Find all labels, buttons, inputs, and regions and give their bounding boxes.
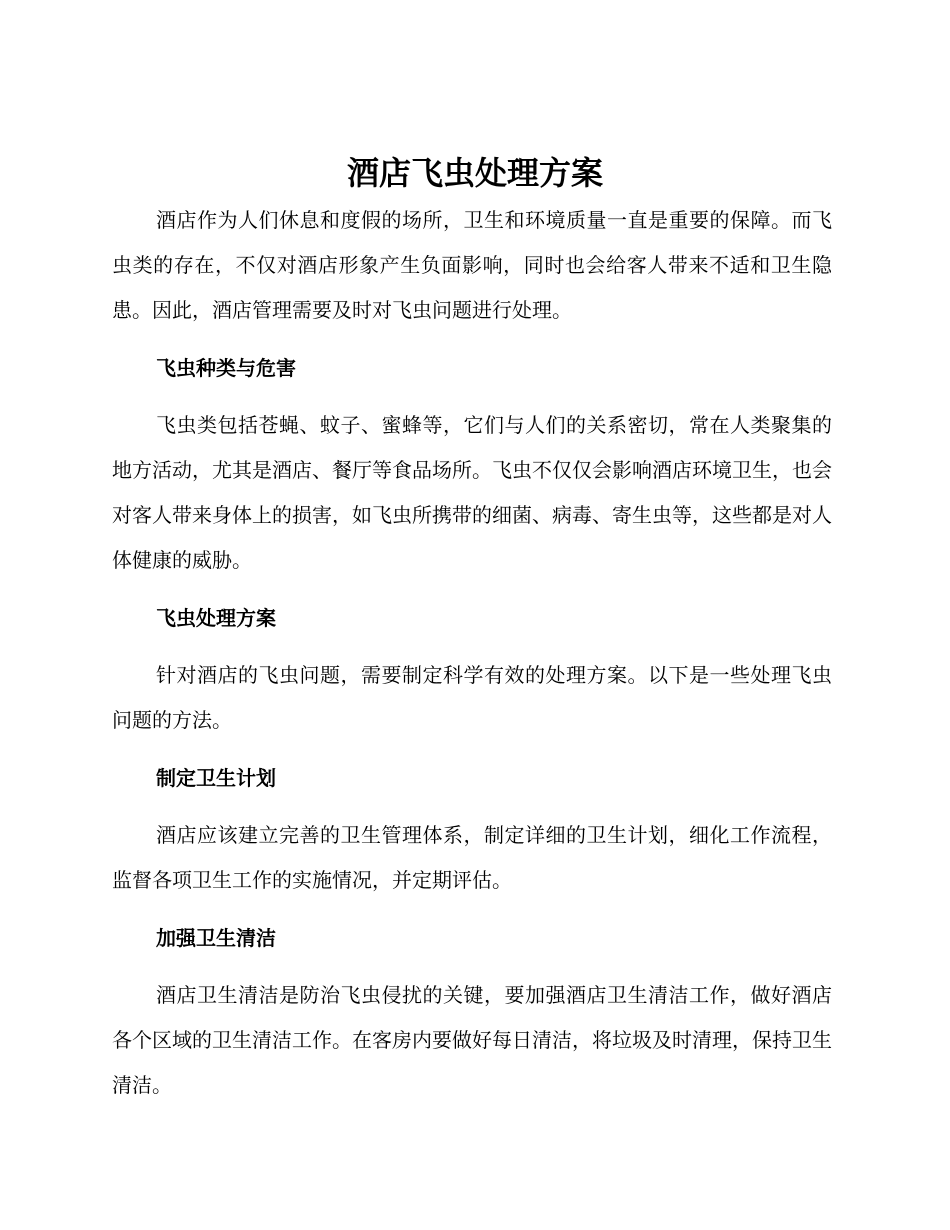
paragraph-cleaning: 酒店卫生清洁是防治飞虫侵扰的关键，要加强酒店卫生清洁工作，做好酒店各个区域的卫生清洁工作。在客房内要做好每日清洁，将垃圾及时清理，保持卫生清洁。 — [112, 983, 832, 1097]
paragraph-treatment-plan: 针对酒店的飞虫问题，需要制定科学有效的处理方案。以下是一些处理飞虫问题的方法。 — [112, 663, 832, 732]
section-heading-cleaning: 加强卫生清洁 — [156, 926, 276, 950]
section-heading-treatment-plan: 飞虫处理方案 — [156, 606, 276, 630]
paragraph-types-hazards: 飞虫类包括苍蝇、蚊子、蜜蜂等，它们与人们的关系密切，常在人类聚集的地方活动，尤其是酒店、餐厅等食品场所。飞虫不仅仅会影响酒店环境卫生，也会对客人带来身体上的损害，如飞虫所携带的细菌、病毒、寄生虫等，这些都是对人体健康的威胁。 — [112, 413, 832, 572]
section-heading-types-hazards: 飞虫种类与危害 — [156, 356, 296, 380]
document-title: 酒店飞虫处理方案 — [346, 154, 603, 192]
section-heading-hygiene-plan: 制定卫生计划 — [156, 766, 276, 790]
document-body — [112, 198, 832, 1108]
paragraph-hygiene-plan: 酒店应该建立完善的卫生管理体系，制定详细的卫生计划，细化工作流程，监督各项卫生工作的实施情况，并定期评估。 — [112, 823, 832, 892]
intro-paragraph: 酒店作为人们休息和度假的场所，卫生和环境质量一直是重要的保障。而飞虫类的存在，不仅对酒店形象产生负面影响，同时也会给客人带来不适和卫生隐患。因此，酒店管理需要及时对飞虫问题进行处理。 — [112, 208, 832, 322]
